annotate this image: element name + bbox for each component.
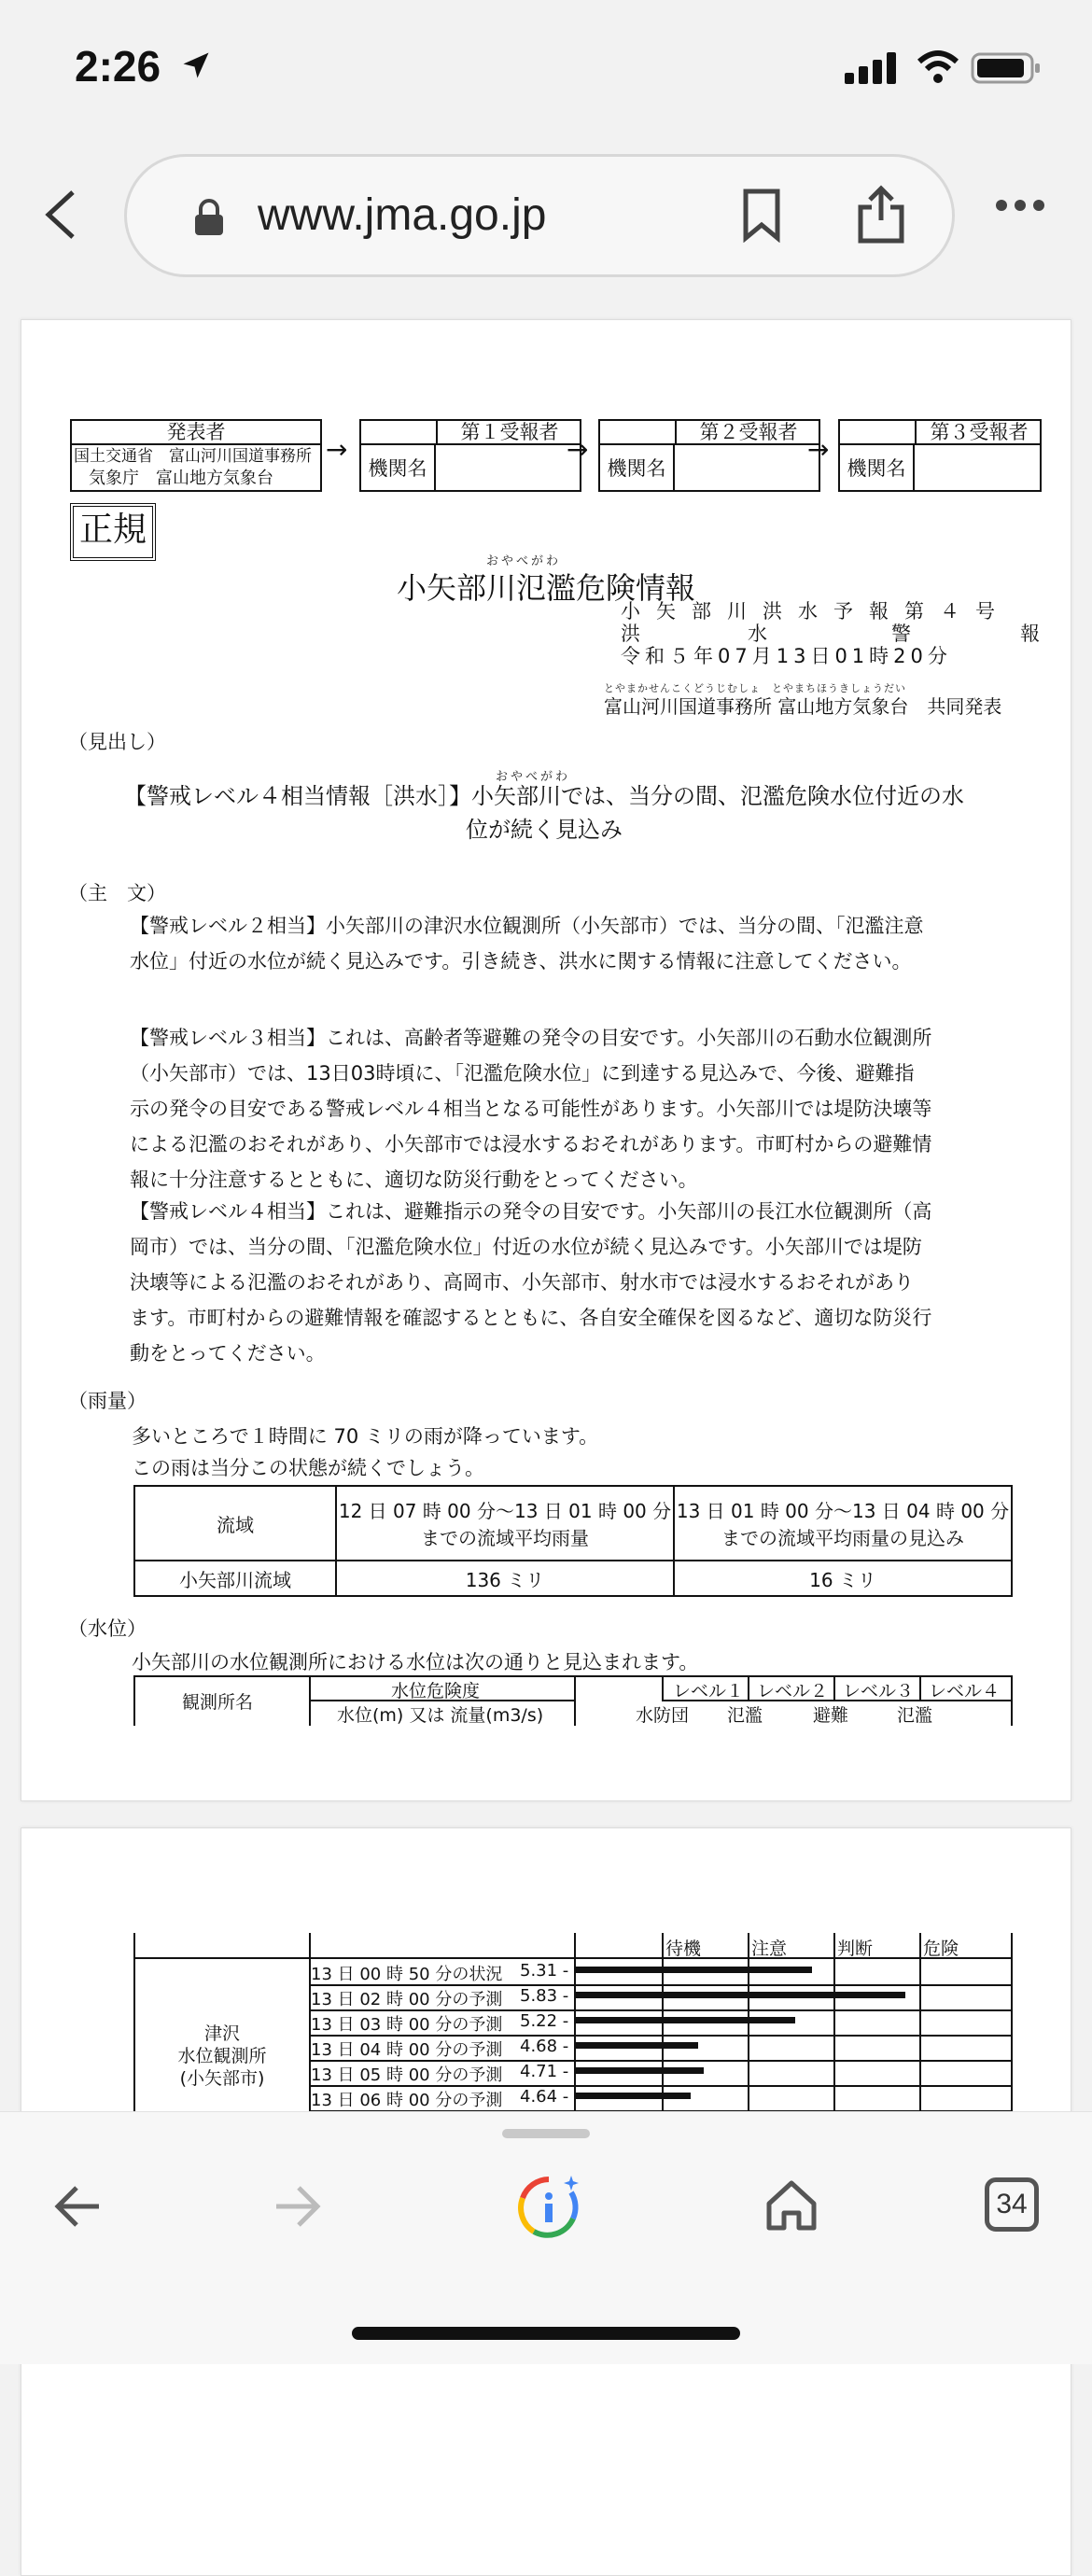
row-value: 5.83 - xyxy=(520,1986,569,2006)
rain-row-basin: 小矢部川流域 xyxy=(134,1561,336,1596)
issue-datetime: 令和５年07月13日01時20分 xyxy=(621,645,952,667)
issuer-line2: 気象庁 富山地方気象台 xyxy=(89,469,273,488)
midashi-label: （見出し） xyxy=(68,731,166,753)
forward-arrow-icon[interactable] xyxy=(273,2183,323,2230)
address-bar[interactable] xyxy=(124,154,955,277)
row-value: 4.71 - xyxy=(520,2062,569,2081)
rain-text-2: この雨は当分この状態が続くでしょう。 xyxy=(132,1457,484,1479)
recipient2-label: 第２受報者 xyxy=(675,421,820,445)
row-time-label: 13 日 06 時 00 分の予測 xyxy=(311,2091,503,2110)
unit-col-header: 水位(m) 又は 流量(m3/s) xyxy=(337,1705,544,1726)
sublevel3-header: 避難 xyxy=(813,1705,849,1726)
recipient1-label: 第１受報者 xyxy=(436,421,581,445)
row-value: 5.22 - xyxy=(520,2011,569,2031)
row-time-label: 13 日 05 時 00 分の予測 xyxy=(311,2065,503,2085)
paragraph-level2: 【警戒レベル２相当】小矢部川の津沢水位観測所（小矢部市）では、当分の間、「氾濫注意水位」付近の水位が続く見込みです。引き続き、洪水に関する情報に注意してください。 xyxy=(130,915,924,973)
station-name-l1: 津沢 xyxy=(203,2023,240,2044)
location-arrow-icon xyxy=(179,49,213,82)
rain-col-observed xyxy=(336,1486,674,1561)
row-value: 4.64 - xyxy=(520,2087,569,2107)
sublevel2-header: 氾濫 xyxy=(727,1705,763,1726)
wifi-icon xyxy=(917,49,959,86)
document-page-1 xyxy=(21,319,1071,1801)
rain-col-observed-l2: までの流域平均雨量 xyxy=(421,1527,589,1549)
title-ruby: おやべがわ xyxy=(486,554,562,568)
google-lens-info-icon[interactable] xyxy=(515,2174,582,2241)
rain-col-forecast-l1: 13 日 01 時 00 分～13 日 04 時 00 分 xyxy=(676,1500,1010,1522)
headline: 【警戒レベル４相当情報［洪水］】小矢部川では、当分の間、氾濫危険水位付近の水位が続く見込み xyxy=(124,783,964,843)
sublevel2-3-header: 判断 xyxy=(837,1939,874,1959)
flow-arrow: → xyxy=(326,434,348,465)
rain-text-1: 多いところで１時間に 70 ミリの雨が降っています。 xyxy=(132,1425,599,1448)
url-text[interactable]: www.jma.go.jp xyxy=(258,190,547,240)
sublevel2-4-header: 危険 xyxy=(923,1939,959,1959)
water-level-bar xyxy=(576,2042,698,2049)
level2-header: レベル２ xyxy=(757,1681,829,1701)
warning-type-char: 水 xyxy=(748,623,767,645)
water-level-bar xyxy=(576,2093,691,2099)
warning-type-char: 洪 xyxy=(621,623,640,645)
station-name-l2: 水位観測所 xyxy=(177,2046,267,2066)
forecast-number: 小矢部川洪水予報第４号 xyxy=(621,600,1011,623)
flow-arrow: → xyxy=(567,434,589,465)
org-label: 機関名 xyxy=(840,443,915,490)
tab-count-button[interactable]: 34 xyxy=(985,2177,1039,2232)
share-icon[interactable] xyxy=(855,183,907,245)
station-name xyxy=(135,2023,309,2090)
sublevel4-header: 氾濫 xyxy=(897,1705,933,1726)
publisher: 富山河川国道事務所 富山地方気象台 共同発表 xyxy=(604,695,1002,718)
paragraph-level4: 【警戒レベル４相当】これは、避難指示の発令の目安です。小矢部川の長江水位観測所（高岡市）では、当分の間、「氾濫危険水位」付近の水位が続く見込みです。小矢部川では堤防決壊等による氾濫のおそれがあり、高岡市、小矢部市、射水市では浸水するおそれがあります。市町村からの避難情報を確認するとともに、各自安全確保を図るなど、適切な防災行動をとってください。 xyxy=(130,1200,932,1365)
main-text-label: （主 文） xyxy=(68,882,166,904)
danger-col-header: 水位危険度 xyxy=(391,1681,481,1701)
warning-type-char: 警 xyxy=(891,623,911,645)
station-name-l3: (小矢部市) xyxy=(179,2068,265,2089)
row-time-label: 13 日 03 時 00 分の予測 xyxy=(311,2015,503,2035)
rain-col-forecast-l2: までの流域平均雨量の見込み xyxy=(721,1527,964,1549)
browser-back-chevron-icon[interactable] xyxy=(37,187,84,243)
browser-toolbar xyxy=(0,2111,1092,2364)
water-level-label: （水位） xyxy=(68,1617,147,1640)
sublevel1-header: 水防団 xyxy=(636,1705,690,1726)
back-arrow-icon[interactable] xyxy=(52,2183,103,2230)
sublevel2-1-header: 待機 xyxy=(665,1939,702,1959)
water-level-bar xyxy=(576,2017,795,2023)
page-title: 小矢部川氾濫危険情報 xyxy=(396,570,695,606)
issuer-line1: 国土交通省 富山河川国道事務所 xyxy=(74,447,312,466)
table-row xyxy=(309,2085,1013,2112)
recipient3-label: 第３受報者 xyxy=(915,421,1042,445)
water-level-bar xyxy=(576,2067,704,2074)
rain-table-header xyxy=(134,1486,1012,1561)
issuer-label: 発表者 xyxy=(72,421,320,445)
sublevel2-2-header: 注意 xyxy=(751,1939,788,1959)
rain-col-basin: 流域 xyxy=(134,1486,336,1561)
table-row xyxy=(309,1959,1013,1986)
lock-icon xyxy=(192,198,226,237)
issuer-box xyxy=(70,419,322,492)
table-row xyxy=(134,1561,1012,1596)
official-stamp: 正規 xyxy=(70,503,156,561)
level3-header: レベル３ xyxy=(843,1681,915,1701)
rain-row-forecast: 16 ミリ xyxy=(674,1561,1012,1596)
status-bar xyxy=(0,0,1092,140)
sheet-handle[interactable] xyxy=(502,2129,590,2138)
more-options-icon[interactable] xyxy=(994,198,1046,213)
row-time-label: 13 日 00 時 50 分の状況 xyxy=(311,1965,503,1984)
clock: 2:26 xyxy=(75,42,161,91)
bookmark-icon[interactable] xyxy=(741,187,782,243)
water-level-text: 小矢部川の水位観測所における水位は次の通りと見込まれます。 xyxy=(132,1651,699,1673)
level1-header: レベル１ xyxy=(673,1681,745,1701)
rain-label: （雨量） xyxy=(68,1390,147,1412)
publisher-ruby: とやまかせんこくどうじむしょ とやまちほうきしょうだい xyxy=(604,682,906,694)
home-indicator xyxy=(352,2327,740,2340)
org-label: 機関名 xyxy=(600,443,675,490)
rain-row-observed: 136 ミリ xyxy=(336,1561,674,1596)
warning-type-char: 報 xyxy=(1020,623,1040,645)
paragraph-level3: 【警戒レベル３相当】これは、高齢者等避難の発令の目安です。小矢部川の石動水位観測所（小矢部市）では、13日03時頃に、「氾濫危険水位」に到達する見込みで、今後、避難指示の発令の目安である警戒レベル４相当となる可能性があります。小矢部川では堤防決壊等による氾濫のおそれがあり、小矢部市では浸水するおそれがあります。市町村からの避難情報に十分注意するとともに、適切な防災行動をとってください。 xyxy=(130,1027,932,1191)
recipient2-box xyxy=(598,419,820,492)
water-level-bar xyxy=(576,1992,905,1998)
recipient3-box xyxy=(838,419,1042,492)
rain-col-observed-l1: 12 日 07 時 00 分～13 日 01 時 00 分 xyxy=(338,1500,672,1522)
station-col-header: 観測所名 xyxy=(182,1692,254,1713)
row-value: 5.31 - xyxy=(520,1961,569,1981)
row-time-label: 13 日 02 時 00 分の予測 xyxy=(311,1990,503,2009)
battery-icon xyxy=(971,52,1042,84)
org-label: 機関名 xyxy=(361,443,436,490)
water-table-header xyxy=(133,1675,1013,1726)
rain-table xyxy=(133,1485,1013,1597)
home-icon[interactable] xyxy=(763,2177,819,2233)
rain-col-forecast xyxy=(674,1486,1012,1561)
flow-arrow: → xyxy=(807,434,830,465)
level4-header: レベル４ xyxy=(929,1681,1001,1701)
row-time-label: 13 日 04 時 00 分の予測 xyxy=(311,2040,503,2060)
table-row xyxy=(309,2060,1013,2087)
table-row xyxy=(309,2035,1013,2062)
cellular-signal-icon xyxy=(845,52,901,84)
table-row xyxy=(309,1984,1013,2011)
recipient1-box xyxy=(359,419,581,492)
table-row xyxy=(309,2009,1013,2037)
water-level-bar xyxy=(576,1967,812,1973)
row-value: 4.68 - xyxy=(520,2037,569,2056)
headline-ruby: おやべがわ xyxy=(496,770,571,784)
